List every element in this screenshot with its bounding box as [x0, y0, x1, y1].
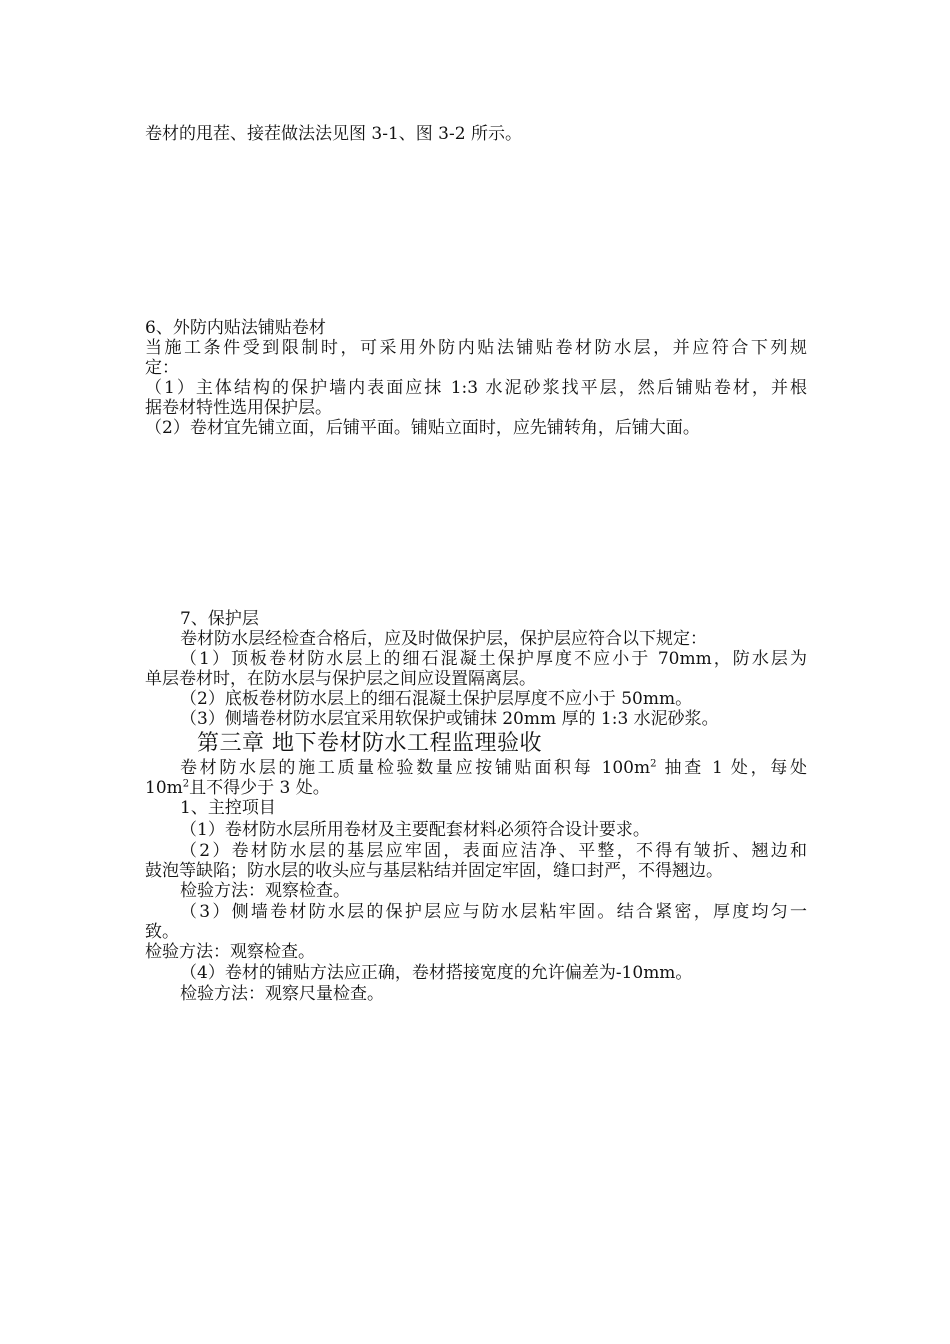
chapter-intro-line1	[180, 758, 807, 778]
main-item-2-check: 检验方法：观察检查。	[180, 881, 350, 901]
section-6-intro-line1	[145, 338, 807, 358]
paragraph-figure-ref: 卷材的甩茬、接茬做法法见图 3-1、图 3-2 所示。	[145, 124, 522, 144]
section-7-item1-text: （1）顶板卷材防水层上的细石混凝土保护厚度不应小于 70mm，防水层为	[180, 649, 807, 669]
section-6-item1-text: （1）主体结构的保护墙内表面应抹 1:3 水泥砂浆找平层，然后铺贴卷材，并根	[145, 378, 807, 398]
main-items-title: 1、主控项目	[180, 798, 276, 818]
main-item-3-check: 检验方法：观察检查。	[145, 942, 315, 962]
section-6-item1-line2: 据卷材特性选用保护层。	[145, 398, 332, 418]
main-item-2-line1	[180, 841, 807, 861]
main-item-4-check: 检验方法：观察尺量检查。	[180, 984, 384, 1004]
chapter-intro-part1: 卷材防水层的施工质量检验数量应按铺贴面积每 100m	[180, 758, 651, 778]
main-item-2-line2: 鼓泡等缺陷；防水层的收头应与基层粘结并固定牢固，缝口封严，不得翘边。	[145, 861, 723, 881]
section-6-intro-line2: 定：	[145, 358, 179, 378]
superscript: 2	[650, 758, 657, 770]
section-6-title: 6、外防内贴法铺贴卷材	[145, 318, 326, 338]
section-7-intro: 卷材防水层经检查合格后，应及时做保护层，保护层应符合以下规定：	[180, 629, 707, 649]
section-7-title: 7、保护层	[180, 609, 259, 629]
main-item-1: （1）卷材防水层所用卷材及主要配套材料必须符合设计要求。	[180, 820, 650, 840]
section-6-intro-text: 当施工条件受到限制时，可采用外防内贴法铺贴卷材防水层，并应符合下列规	[145, 338, 807, 358]
section-6-item1-line1	[145, 378, 807, 398]
chapter-intro-part2: 抽查 1 处，每处	[656, 758, 807, 778]
section-7-item1-line1	[180, 649, 807, 669]
main-item-3-line2: 致。	[145, 922, 179, 942]
main-item-4: （4）卷材的铺贴方法应正确，卷材搭接宽度的允许偏差为-10mm。	[180, 963, 693, 983]
chapter-title: 第三章 地下卷材防水工程监理验收	[197, 731, 542, 756]
main-item-3-text: （3）侧墙卷材防水层的保护层应与防水层粘牢固。结合紧密，厚度均匀一	[180, 902, 807, 922]
chapter-intro-part3: 10m	[145, 778, 183, 798]
superscript: 2	[182, 778, 190, 790]
section-7-item3: （3）侧墙卷材防水层宜采用软保护或铺抹 20mm 厚的 1:3 水泥砂浆。	[180, 709, 719, 729]
section-6-item2: （2）卷材宜先铺立面，后铺平面。铺贴立面时，应先铺转角，后铺大面。	[145, 418, 700, 438]
section-7-item1-line2: 单层卷材时，在防水层与保护层之间应设置隔离层。	[145, 669, 536, 689]
chapter-intro-text	[180, 758, 807, 778]
chapter-intro-line2	[145, 778, 330, 798]
section-7-item2: （2）底板卷材防水层上的细石混凝土保护层厚度不应小于 50mm。	[180, 689, 693, 709]
chapter-intro-part4: 且不得少于 3 处。	[189, 778, 330, 798]
main-item-3-line1	[180, 902, 807, 922]
main-item-2-text: （2）卷材防水层的基层应牢固，表面应洁净、平整，不得有皱折、翘边和	[180, 841, 807, 861]
